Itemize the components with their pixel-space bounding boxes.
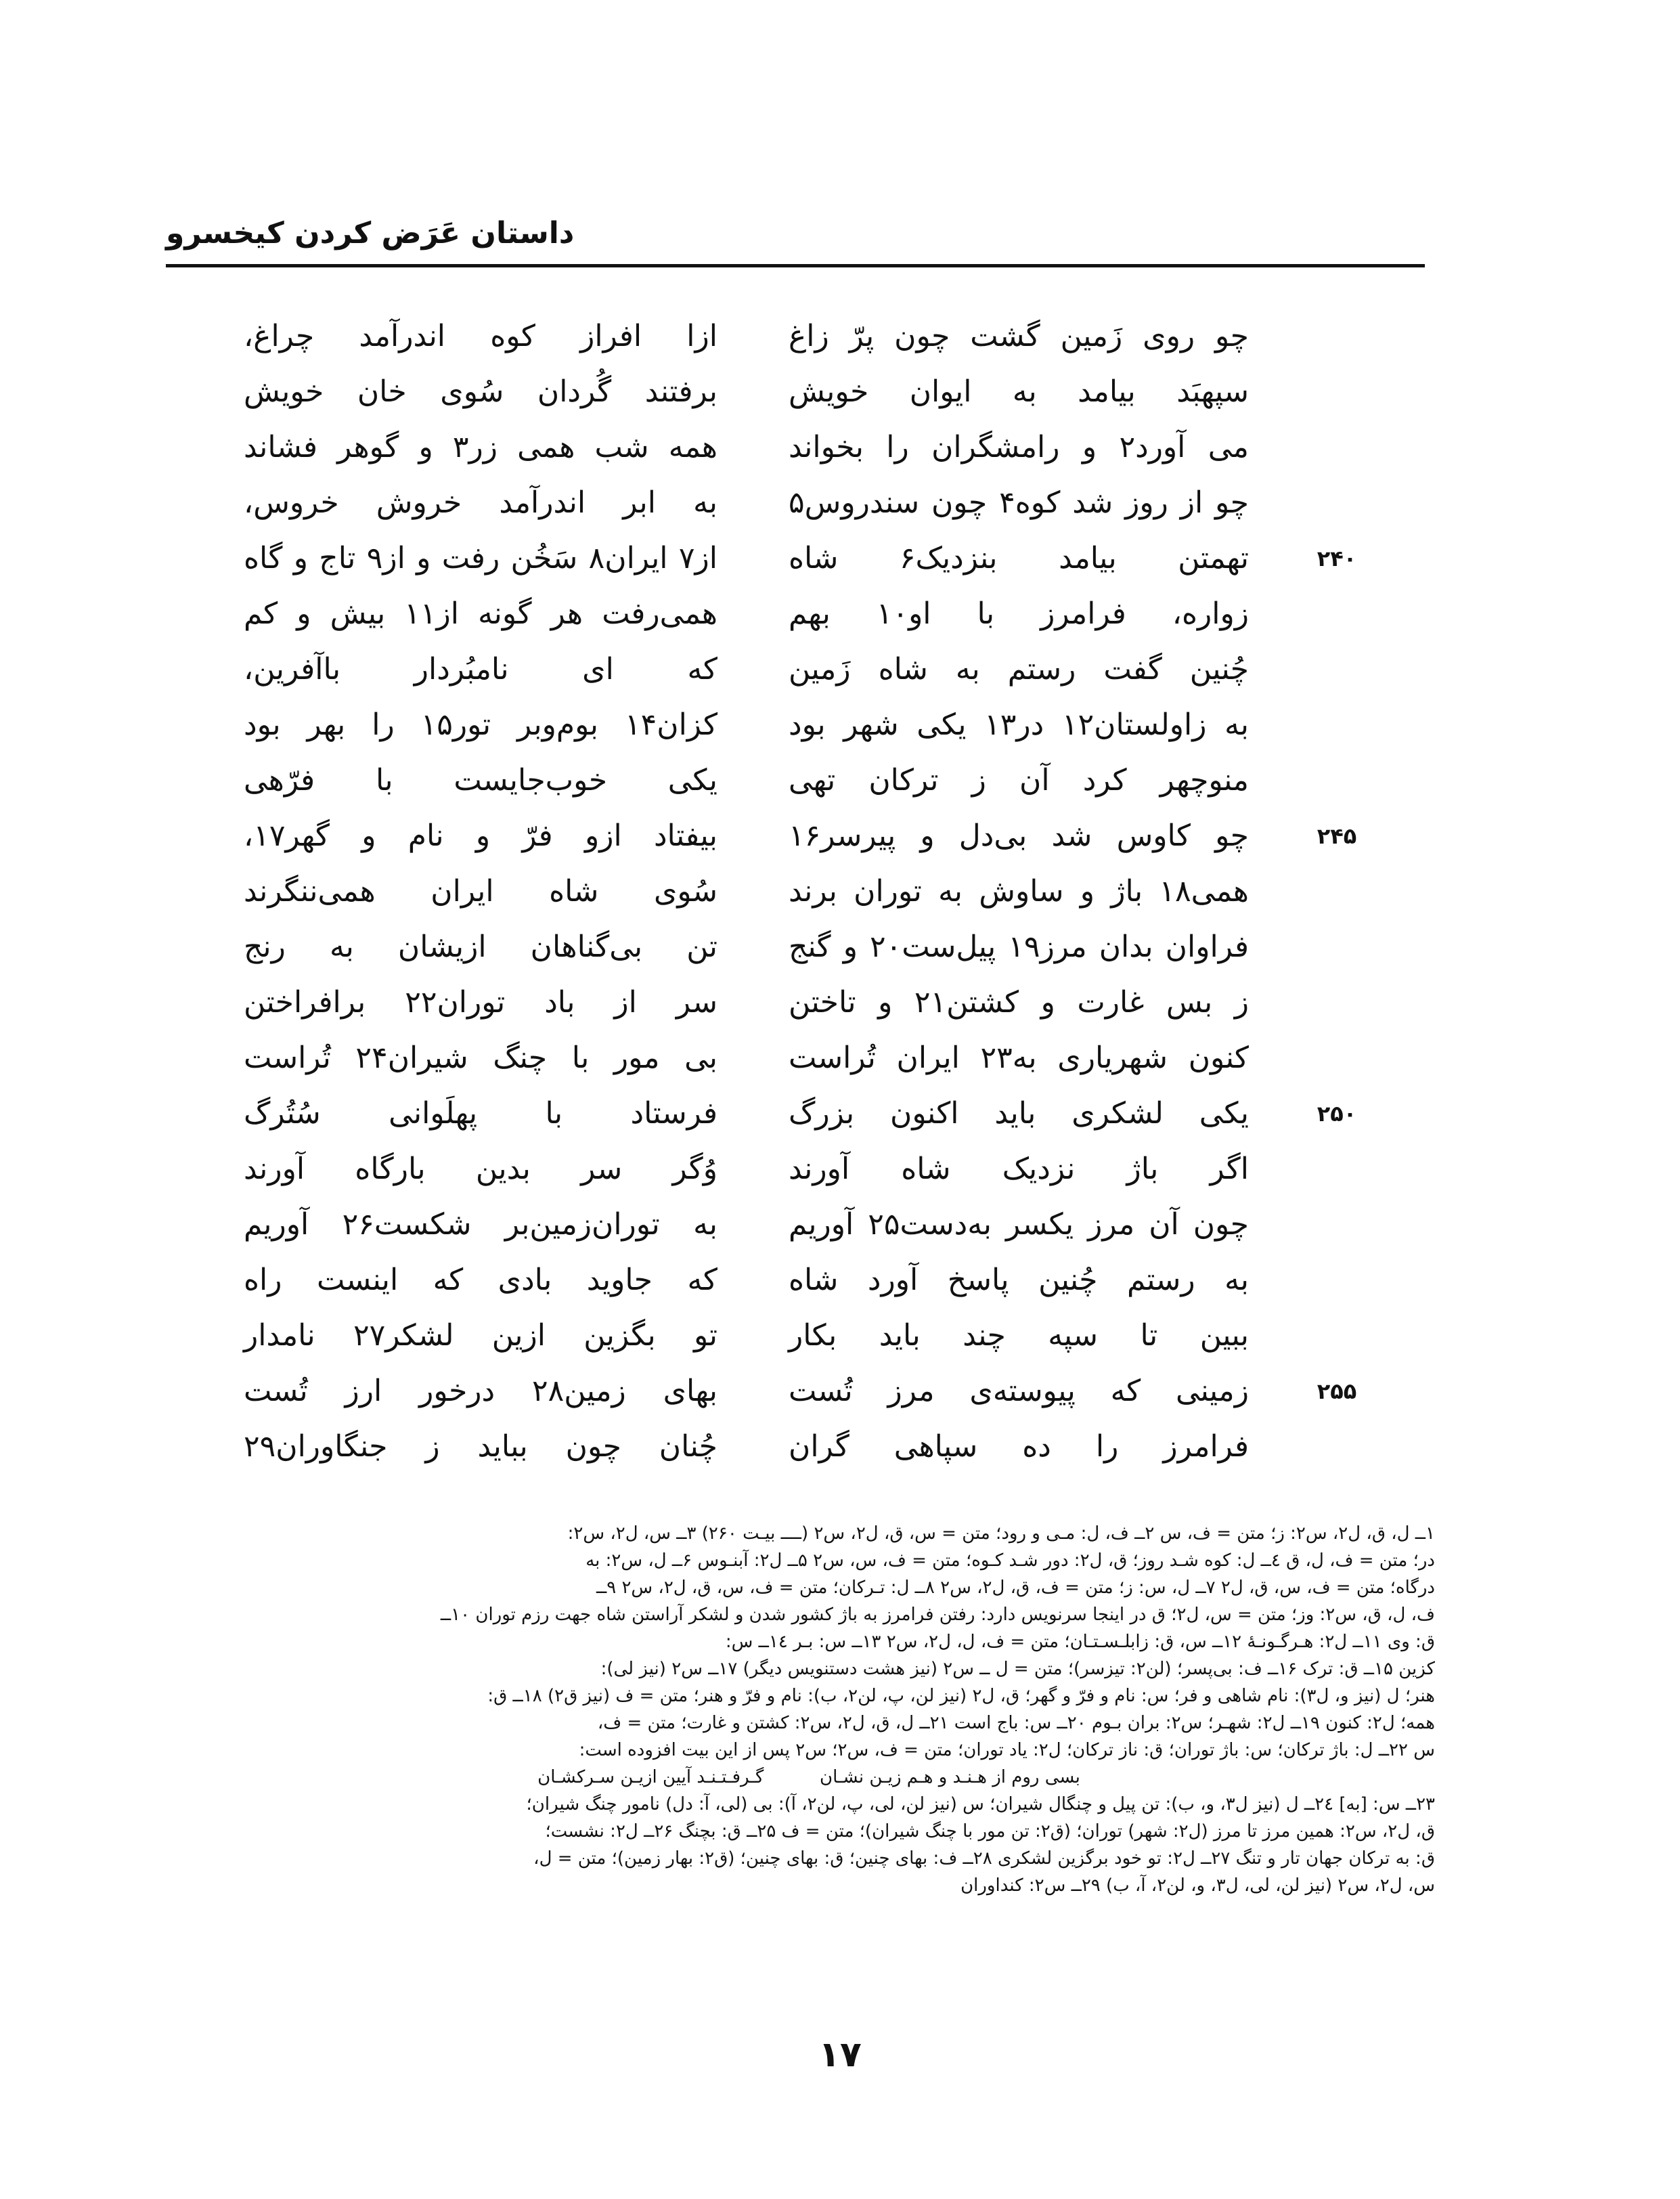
footnote-line: ق: وی ۱۱ــ ل۲: هـرگـونـهٔ ۱۲ــ س، ق: زابلـسـتـان؛ متن = ف، ل، ل۲، س۲ ۱۳ــ س: بـر ۱٤ــ س: [725, 1632, 1435, 1652]
hemistich-left: همی‌رفت هر گونه از۱۱ بیش و کم [244, 596, 717, 631]
hemistich-right: سپهبَد بیامد به ایوان خویش [789, 374, 1249, 409]
verse-row [0, 974, 1680, 1031]
verse-row [0, 1307, 1680, 1364]
verse-row [0, 1363, 1680, 1420]
running-header-title: داستان عَرَض کردن کیخسرو [166, 216, 575, 251]
footnote-verse-right: بسی روم از هـنـد و هـم زیـن نشـان [820, 1767, 1080, 1787]
hemistich-left: بهای زمین۲۸ درخور ارز تُست [244, 1374, 717, 1408]
verse-row [0, 808, 1680, 865]
hemistich-left: برفتند گُردان سُوی خان خویش [244, 374, 717, 409]
hemistich-left: سر از باد توران۲۲ برافراختن [244, 985, 717, 1020]
hemistich-right: به رستم چُنین پاسخ آورد شاه [789, 1263, 1249, 1297]
verse-row [0, 752, 1680, 809]
footnote-line: کزین ۱۵ــ ق: ترک ۱۶ــ ف: بی‌پسر؛ (لن۲: تیزسر)؛ متن = ل ــ س۲ (نیز هشت دستنویس دیگر) ۱۷ــ س۲ (نیز لی): [600, 1659, 1435, 1679]
hemistich-left: تو بگزین ازین لشکر۲۷ نامدار [244, 1318, 717, 1353]
verse-row [0, 1141, 1680, 1198]
verse-line-number: ۲۴۵ [1317, 823, 1357, 849]
verse-row [0, 475, 1680, 531]
hemistich-right: یکی لشکری باید اکنون بزرگ [789, 1096, 1249, 1131]
hemistich-right: چو کاوس شد بی‌دل و پیرسر۱۶ [789, 819, 1249, 853]
footnote-added-verse [183, 1764, 1435, 1791]
verse-row [0, 1418, 1680, 1475]
verse-row [0, 863, 1680, 920]
footnote-line: ق، ل۲، س۲: همین مرز تا مرز (ل۲: شهر) توران؛ (ق۲: تن مور با چنگ شیران)؛ متن = ف ۲۵ــ ق: بچنگ ۲۶ــ ل۲: نشست؛ [545, 1821, 1435, 1842]
footnote-line: همه؛ ل۲: کنون ۱۹ــ ل۲: شهـر؛ س۲: بران بـوم ۲۰ــ س: باج است ۲۱ــ ل، ق، ل۲، س۲: کشتن و غارت؛ متن = ف، [597, 1713, 1435, 1733]
footnotes [183, 1520, 1435, 1899]
hemistich-left: بیفتاد ازو فرّ و نام و گهر۱۷، [244, 819, 717, 853]
hemistich-right: می آورد۲ و رامشگران را بخواند [789, 430, 1249, 464]
hemistich-right: منوچهر کرد آن ز ترکان تهی [789, 763, 1249, 798]
hemistich-left: فرستاد با پهلَوانی سُتُرگ [244, 1096, 717, 1131]
hemistich-left: سُوی شاه ایران همی‌ننگرند [244, 874, 717, 909]
hemistich-right: همی۱۸ باژ و ساوش به توران برند [789, 874, 1249, 909]
hemistich-right: فرامرز را ده سپاهی گران [789, 1429, 1249, 1464]
verse-line-number: ۲۴۰ [1317, 546, 1357, 571]
hemistich-right: به زاولستان۱۲ در۱۳ یکی شهر بود [789, 707, 1249, 742]
footnote-line: ۲۳ــ س: [به] ۲٤ــ ل (نیز ل۳، و، ب): تن پیل و چنگال شیران؛ س (نیز لن، لی، پ، لن۲، آ): بی (لی، آ: دل) نامور چنگ شیران؛ [526, 1794, 1435, 1814]
verse-row [0, 697, 1680, 754]
hemistich-right: چو روی زَمین گشت چون پرّ زاغ [789, 319, 1249, 353]
hemistich-left: که ای نامبُردار باآفرین، [244, 652, 717, 687]
verse-row [0, 919, 1680, 976]
header-rule [166, 264, 1425, 267]
hemistich-right: اگر باژ نزدیک شاه آورند [789, 1152, 1249, 1186]
verse-row [0, 419, 1680, 476]
footnote-line: ۱ــ ل، ق، ل۲، س۲: ز؛ متن = ف، س ۲ــ ف، ل: مـی و رود؛ متن = س، ق، ل۲، س۲ (ــــ بیـت ۲۶۰) ۳ــ س، ل۲، س۲: [567, 1523, 1435, 1544]
verse-row [0, 1085, 1680, 1142]
hemistich-right: زمینی که پیوسته‌ی مرز تُست [789, 1374, 1249, 1408]
verse-row [0, 1030, 1680, 1087]
footnote-line: ف، ل، ق، س۲: وز؛ متن = س، ل۲؛ ق در اینجا سرنویس دارد: رفتن فرامرز به باژ کشور شدن و لشکر آراستن شاه جهت رزم توران ۱۰ــ [440, 1605, 1435, 1625]
hemistich-right: ببین تا سپه چند باید بکار [789, 1318, 1249, 1353]
footnote-verse-left: گـرفـتـنـد آیین ازیـن سـرکشـان [537, 1767, 764, 1787]
footnote-line: درگاه؛ متن = ف، س، ق، ل۲ ۷ــ ل، س: ز؛ متن = ف، ق، ل۲، س۲ ۸ــ ل: تـرکان؛ متن = ف، س، ق، ل۲، س۲ ۹ــ [596, 1577, 1435, 1598]
verse-row [0, 308, 1680, 365]
hemistich-left: از۷ ایران۸ سَخُن رفت و از۹ تاج و گاه [244, 541, 717, 575]
hemistich-right: چُنین گفت رستم به شاه زَمین [789, 652, 1249, 687]
footnote-line: در؛ متن = ف، ل، ق ٤ــ ل: کوه شـد روز؛ ق، ل۲: دور شـد کـوه؛ متن = ف، س، س۲ ۵ــ ل۲: آبنـوس ۶ــ ل، س۲: به [585, 1550, 1435, 1571]
verse-row [0, 364, 1680, 420]
hemistich-right: چو از روز شد کوه۴ چون سندروس۵ [789, 485, 1249, 520]
hemistich-left: ازا افراز کوه اندرآمد چراغ، [244, 319, 717, 353]
hemistich-left: وُگر سر بدین بارگاه آورند [244, 1152, 717, 1186]
footnote-line: س ۲۲ــ ل: باژ ترکان؛ س: باژ توران؛ ق: ناز ترکان؛ ل۲: یاد توران؛ متن = ف، س۲؛ س۲ پس از این بیت افزوده است: [579, 1740, 1435, 1760]
hemistich-left: به توران‌زمین‌بر شکست۲۶ آوریم [244, 1207, 717, 1242]
verse-row [0, 586, 1680, 643]
hemistich-right: تهمتن بیامد بنزدیک۶ شاه [789, 541, 1250, 575]
verse-line-number: ۲۵۰ [1317, 1101, 1357, 1127]
hemistich-left: چُنان چون بباید ز جنگاوران۲۹ [244, 1429, 717, 1464]
hemistich-left: بی مور با چنگ شیران۲۴ تُراست [244, 1041, 717, 1075]
hemistich-left: که جاوید بادی که اینست راه [244, 1263, 717, 1297]
hemistich-right: کنون شهریاری به۲۳ ایران تُراست [789, 1041, 1249, 1075]
verse-row [0, 641, 1680, 698]
footnote-line: هنر؛ ل (نیز و، ل۳): نام شاهی و فر؛ س: نام و فرّ و گهر؛ ق، ل۲ (نیز لن، پ، لن۲، ب): نام و فرّ و هنر؛ متن = ف (نیز ق۲) ۱۸ــ ق: [487, 1686, 1435, 1706]
verse-row [0, 530, 1680, 587]
hemistich-left: کزان۱۴ بوم‌وبر تور۱۵ را بهر بود [244, 707, 718, 742]
hemistich-right: فراوان بدان مرز۱۹ پیل‌ست۲۰ و گنج [789, 930, 1250, 964]
footnote-line: ق: به ترکان جهان تار و تنگ ۲۷ــ ل۲: تو خود برگزین لشکری ۲۸ــ ف: بهای چنین؛ ق: بهای چنین؛ (ق۲: بهار زمین)؛ متن = ل، [533, 1848, 1435, 1869]
footnote-line: س، ل۲، س۲ (نیز لن، لی، ل۳، و، لن۲، آ، ب) ۲۹ــ س۲: کنداوران [960, 1875, 1435, 1896]
hemistich-left: همه شب همی زر۳ و گوهر فشاند [244, 430, 717, 464]
hemistich-right: چون آن مرز یکسر به‌دست۲۵ آوریم [789, 1207, 1249, 1242]
hemistich-left: یکی خوب‌جایست با فرّهی [244, 763, 717, 798]
hemistich-left: تن بی‌گناهان ازیشان به رنج [244, 930, 717, 964]
hemistich-right: زواره، فرامرز با او۱۰ بهم [789, 596, 1249, 631]
hemistich-left: به ابر اندرآمد خروش خروس، [244, 485, 717, 520]
verse-row [0, 1252, 1680, 1309]
page-number: ۱۷ [818, 2034, 862, 2075]
verse-row [0, 1196, 1680, 1253]
hemistich-right: ز بس غارت و کشتن۲۱ و تاختن [789, 985, 1249, 1020]
verse-line-number: ۲۵۵ [1317, 1378, 1357, 1404]
